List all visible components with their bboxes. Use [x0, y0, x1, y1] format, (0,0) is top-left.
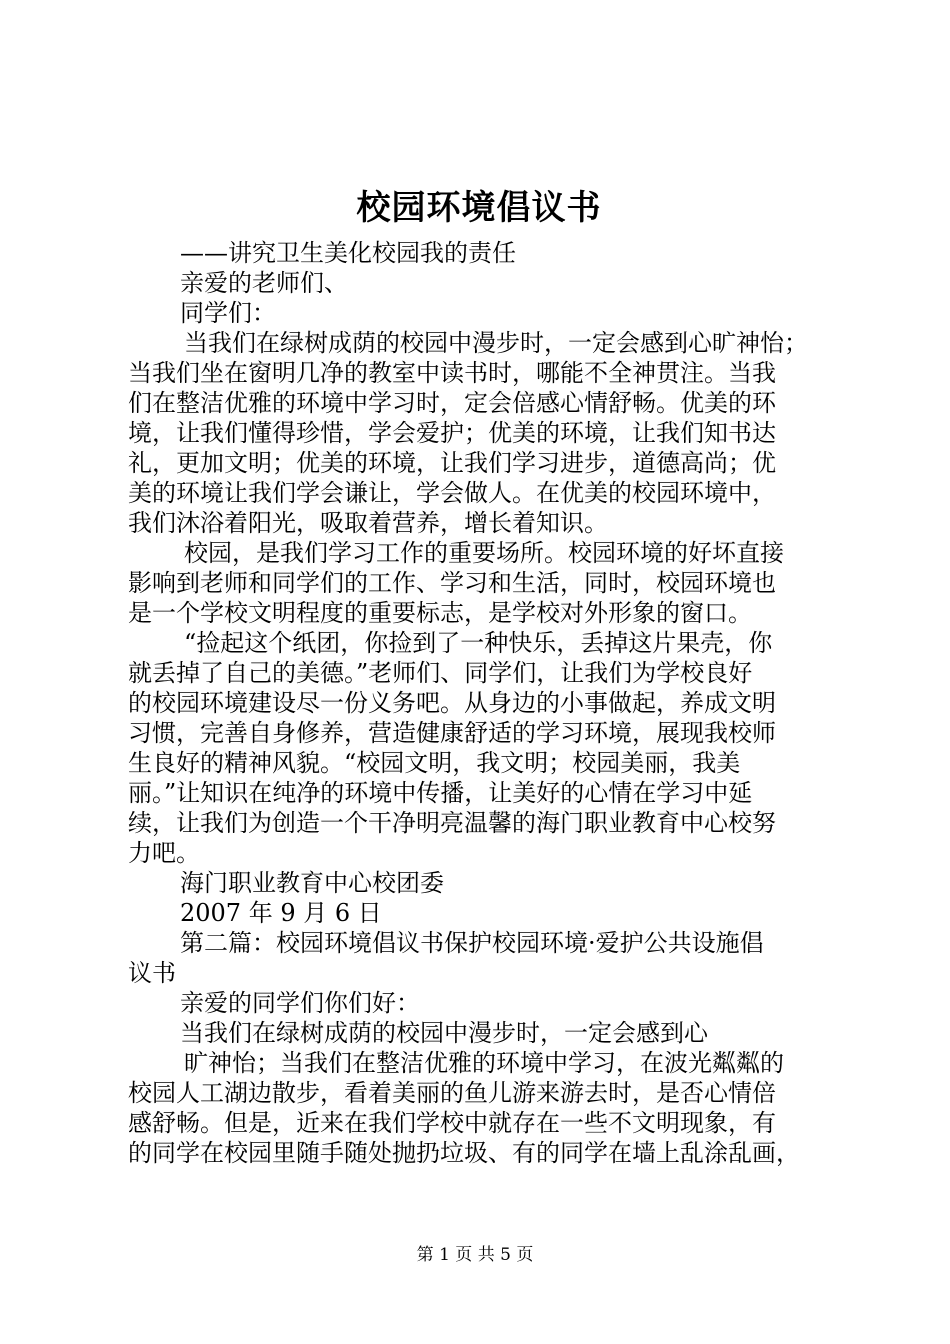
paragraph-line: 影响到老师和同学们的工作、学习和生活，同时，校园环境也 [128, 569, 776, 597]
signature-org: 海门职业教育中心校团委 [180, 869, 444, 897]
document-body [128, 238, 838, 1168]
paragraph-line: 丽。”让知识在纯净的环境中传播，让美好的心情在学习中延 [128, 779, 753, 807]
paragraph-line: 力吧。 [128, 839, 200, 867]
paragraph-line: 当我们坐在窗明几净的教室中读书时，哪能不全神贯注。当我 [128, 359, 776, 387]
paragraph-line: 生良好的精神风貌。“校园文明，我文明；校园美丽，我美 [128, 749, 741, 777]
document-title: 校园环境倡议书 [356, 188, 602, 228]
paragraph-line: 就丢掉了自己的美德。”老师们、同学们，让我们为学校良好 [128, 659, 753, 687]
salutation-line: 同学们： [180, 299, 276, 327]
paragraph-line: 习惯，完善自身修养，营造健康舒适的学习环境，展现我校师 [128, 719, 776, 747]
paragraph-line: 的校园环境建设尽一份义务吧。从身边的小事做起，养成文明 [128, 689, 776, 717]
paragraph-line: 校园人工湖边散步，看着美丽的鱼儿游来游去时，是否心情倍 [128, 1079, 776, 1107]
paragraph-line: 感舒畅。但是，近来在我们学校中就存在一些不文明现象，有 [128, 1109, 776, 1137]
paragraph-line: 的同学在校园里随手随处抛扔垃圾、有的同学在墙上乱涂乱画， [128, 1139, 800, 1167]
section-heading-line: 第二篇：校园环境倡议书保护校园环境·爱护公共设施倡 [180, 929, 764, 957]
paragraph-line: 境，让我们懂得珍惜，学会爱护；优美的环境，让我们知书达 [128, 419, 776, 447]
signature-date: 2007 年 9 月 6 日 [180, 899, 382, 927]
subtitle-line: ——讲究卫生美化校园我的责任 [180, 239, 516, 267]
salutation-line: 亲爱的同学们你们好： [180, 989, 420, 1017]
paragraph-line: 校园，是我们学习工作的重要场所。校园环境的好坏直接 [184, 539, 784, 567]
paragraph-line: 当我们在绿树成荫的校园中漫步时，一定会感到心 [180, 1019, 708, 1047]
page-footer: 第 1 页 共 5 页 [416, 1245, 534, 1265]
paragraph-line: 我们沐浴着阳光，吸取着营养，增长着知识。 [128, 509, 608, 537]
paragraph-line: 续，让我们为创造一个干净明亮温馨的海门职业教育中心校努 [128, 809, 776, 837]
paragraph-line: 当我们在绿树成荫的校园中漫步时，一定会感到心旷神怡； [184, 329, 808, 357]
paragraph-line: 们在整洁优雅的环境中学习时，定会倍感心情舒畅。优美的环 [128, 389, 776, 417]
salutation-line: 亲爱的老师们、 [180, 269, 348, 297]
paragraph-line: “捡起这个纸团，你捡到了一种快乐，丢掉这片果壳，你 [184, 629, 773, 657]
paragraph-line: 旷神怡；当我们在整洁优雅的环境中学习，在波光粼粼的 [184, 1049, 784, 1077]
paragraph-line: 礼，更加文明；优美的环境，让我们学习进步，道德高尚；优 [128, 449, 776, 477]
paragraph-line: 美的环境让我们学会谦让，学会做人。在优美的校园环境中， [128, 479, 776, 507]
paragraph-line: 是一个学校文明程度的重要标志，是学校对外形象的窗口。 [128, 599, 752, 627]
section-heading-line: 议书 [128, 959, 176, 987]
